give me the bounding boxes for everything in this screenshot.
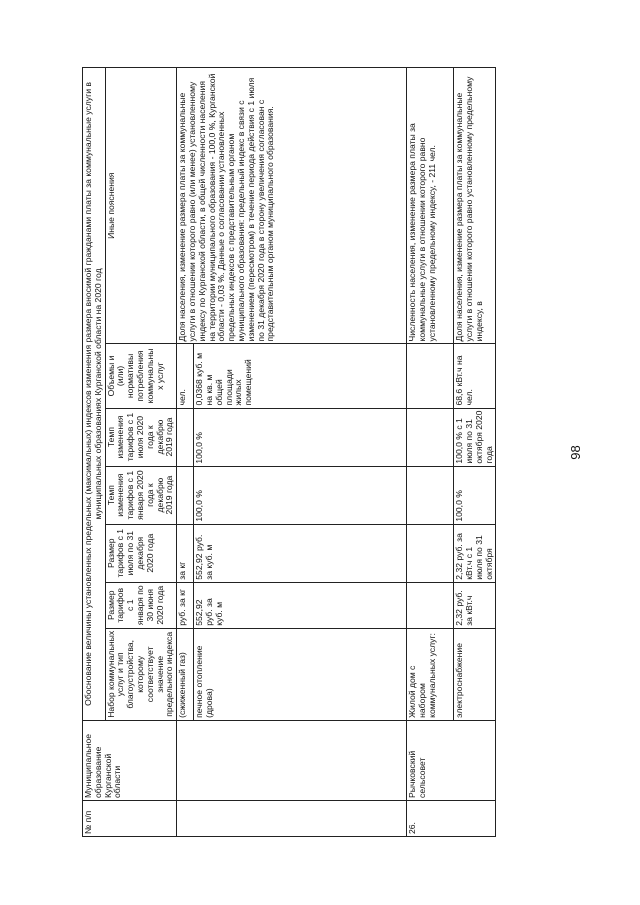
header-rate-jan: Размер тарифов с 1 января по 30 июня 2020 года: [105, 582, 177, 628]
rate-jan-cell: 2,32 руб. за кВт.ч: [454, 582, 496, 628]
temp-jul-cell: 100,0 %: [194, 408, 407, 466]
temp-jan-cell: 100,0 %: [194, 466, 407, 524]
volume-cell: 68,6 кВт.ч на чел.: [454, 344, 496, 408]
volume-cell: 0,0368 куб. м на кв. м общей площади жилых помещений: [194, 344, 407, 408]
municipality-cell: Рычковский сельсовет: [407, 720, 496, 800]
header-notes: Иные пояснения: [105, 68, 177, 344]
temp-jan-cell: [177, 466, 194, 524]
header-temp-jul: Темп изменения тарифов с 1 июля 2020 года к декабрю 2019 года: [105, 408, 177, 466]
rate-jan-cell: руб. за кг: [177, 582, 194, 628]
temp-jan-cell: [407, 466, 454, 524]
temp-jul-cell: [177, 408, 194, 466]
header-rate-jul: Размер тарифов с 1 июля по 31 декабря 2020 года: [105, 524, 177, 582]
service-cell: печное отопление (дрова): [194, 628, 407, 720]
volume-cell: чел.: [177, 344, 194, 408]
notes-cell: Доля населения, изменение размера платы за коммунальные услуги в отношении которого равно установленному предельному индексу, в: [454, 68, 496, 344]
volume-cell: [407, 344, 454, 408]
rate-jan-cell: [407, 582, 454, 628]
rate-jan-cell: 552,92 руб. за куб. м: [194, 582, 407, 628]
num-cell: [177, 800, 407, 836]
table-caption: Обоснование величины установленных предельных (максимальных) индексов изменения размера вносимой гражданами платы за коммунальные услуги в муниципальных образованиях Курганской области на 2020 год: [83, 68, 106, 721]
rate-jul-cell: [407, 524, 454, 582]
header-service-set: Набор коммунальных услуг и тип благоустройства, которому соответствует значение предельного индекса: [105, 628, 177, 720]
tariff-table: [82, 67, 496, 837]
rate-jul-cell: за кг: [177, 524, 194, 582]
rate-jul-cell: 2,32 руб. за кВт.ч с 1 июля по 31 октября: [454, 524, 496, 582]
table-row: [177, 68, 194, 837]
service-cell: Жилой дом с набором коммунальных услуг:: [407, 628, 454, 720]
temp-jan-cell: 100,0 %: [454, 466, 496, 524]
temp-jul-cell: [407, 408, 454, 466]
service-cell: электроснабжение: [454, 628, 496, 720]
num-cell: 26.: [407, 800, 496, 836]
temp-jul-cell: 100,0 % с 1 июля по 31 октября 2020 года: [454, 408, 496, 466]
rate-jul-cell: 552,92 руб. за куб. м: [194, 524, 407, 582]
header-volume: Объемы и (или) нормативы потребления коммунальных услуг: [105, 344, 177, 408]
table-row: [407, 68, 454, 837]
service-cell: (сжиженный газ): [177, 628, 194, 720]
municipality-cell: [177, 720, 407, 800]
notes-cell: Численность населения, изменение размера платы за коммунальные услуги в отношении которого равно установленному предельному индексу, - 211 чел.: [407, 68, 454, 344]
header-temp-jan: Темп изменения тарифов с 1 января 2020 года к декабрю 2019 года: [105, 466, 177, 524]
page-number: 98: [568, 445, 583, 460]
header-municipality: Муниципальное образование Курганской области: [83, 720, 177, 800]
header-num: № п/п: [83, 800, 177, 836]
notes-cell: Доля населения, изменение размера платы за коммунальные услуги в отношении которого равно (или менее) установленному индексу по Курганской области, в общей численности населения на территории муниципального образования - 100,0 %, Курганской области - 0,03 %. Данные о согласовании установленных предельных индексов с представительным органом муниципального образования: предельный индекс в связи с изменением (пересмотром) в течение периода действия с 1 июля по 31 декабря 2020 года в сторону увеличения согласован с представительным органом муниципального образования.: [177, 68, 407, 344]
